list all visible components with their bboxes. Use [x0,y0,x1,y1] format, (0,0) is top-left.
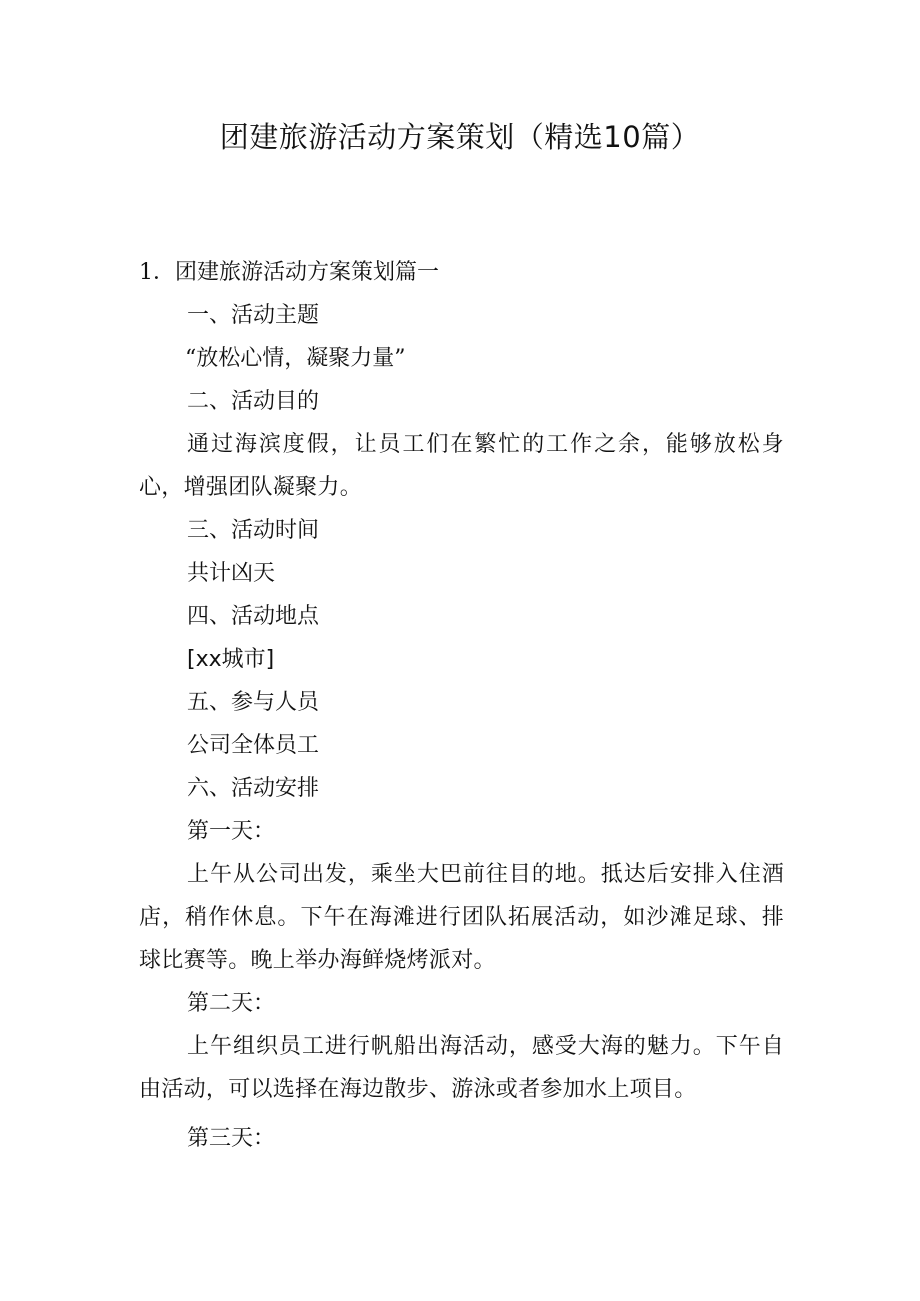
day-one-label: 第一天： [187,819,276,844]
theme-slogan: “放松心情，凝聚力量” [185,346,406,371]
day-two-label: 第二天： [187,991,276,1016]
purpose-paragraph: 通过海滨度假，让员工们在繁忙的工作之余，能够放松身心，增强团队凝聚力。 [139,432,784,500]
document-title: 团建旅游活动方案策划（精选10篇） [219,120,701,154]
heading-activity-schedule: 六、活动安排 [187,776,320,801]
activity-location: [xx城市] [187,647,275,672]
day-one-paragraph: 上午从公司出发，乘坐大巴前往目的地。抵达后安排入住酒店，稍作休息。下午在海滩进行团队拓展活动，如沙滩足球、排球比赛等。晚上举办海鲜烧烤派对。 [139,862,784,973]
activity-duration: 共计凶天 [187,561,276,586]
day-two-paragraph: 上午组织员工进行帆船出海活动，感受大海的魅力。下午自由活动，可以选择在海边散步、游泳或者参加水上项目。 [139,1034,784,1102]
heading-activity-purpose: 二、活动目的 [187,389,320,414]
day-three-label: 第三天： [187,1126,276,1151]
heading-participants: 五、参与人员 [187,690,320,715]
heading-activity-time: 三、活动时间 [187,518,320,543]
heading-activity-theme: 一、活动主题 [187,303,320,328]
section-heading: 1．团建旅游活动方案策划篇一 [139,260,439,285]
participants-text: 公司全体员工 [187,733,320,758]
heading-activity-location: 四、活动地点 [187,604,320,629]
